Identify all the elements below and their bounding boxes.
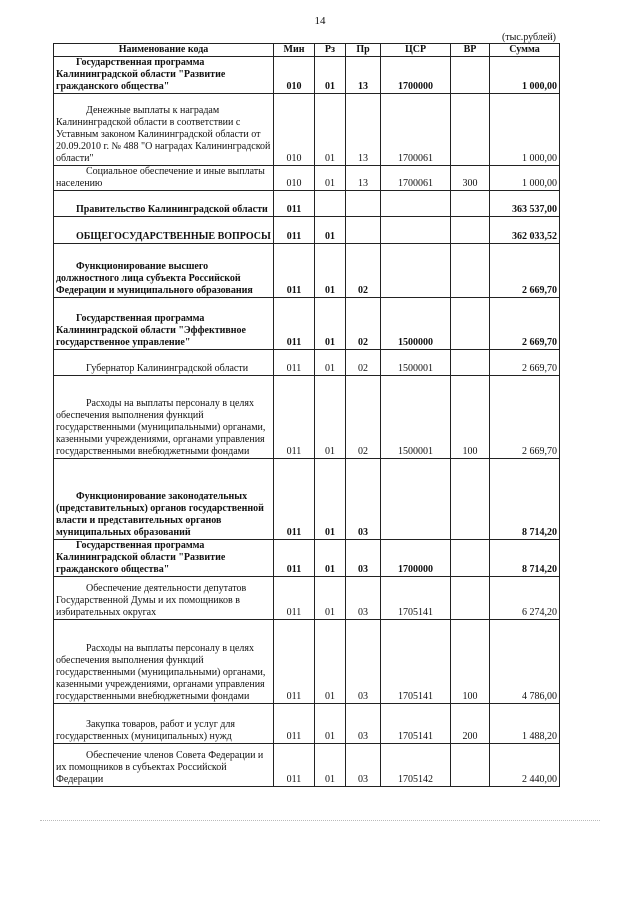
row-vr-cell	[451, 350, 490, 376]
row-pr-cell: 13	[346, 94, 381, 166]
row-csr-cell: 1500000	[381, 298, 451, 350]
page-number: 14	[314, 15, 326, 27]
row-min-cell: 011	[274, 244, 315, 298]
row-min-cell: 010	[274, 57, 315, 94]
table-row	[54, 166, 560, 191]
row-min-cell: 011	[274, 350, 315, 376]
col-header-vr: ВР	[451, 44, 490, 57]
col-header-csr: ЦСР	[381, 44, 451, 57]
row-name-text: Функционирование законодательных (представительных) органов государственной власти и представительных органов муниципальных образований	[56, 491, 264, 538]
row-pr-cell: 03	[346, 744, 381, 787]
row-name-cell	[54, 459, 274, 540]
row-name-cell	[54, 94, 274, 166]
row-pr-cell: 03	[346, 577, 381, 620]
table-row	[54, 244, 560, 298]
row-min-cell: 011	[274, 376, 315, 459]
row-pr-cell: 13	[346, 57, 381, 94]
row-rz-cell: 01	[315, 57, 346, 94]
table-row	[54, 620, 560, 704]
row-csr-cell: 1500001	[381, 376, 451, 459]
row-vr-cell	[451, 540, 490, 577]
row-pr-cell: 03	[346, 620, 381, 704]
row-rz-cell: 01	[315, 298, 346, 350]
row-sum-cell: 8 714,20	[490, 459, 560, 540]
row-csr-cell	[381, 217, 451, 244]
table-row	[54, 744, 560, 787]
row-sum-cell: 2 669,70	[490, 298, 560, 350]
row-min-cell: 011	[274, 577, 315, 620]
table-row	[54, 217, 560, 244]
row-name-cell	[54, 217, 274, 244]
row-pr-cell: 02	[346, 298, 381, 350]
table-row	[54, 298, 560, 350]
row-csr-cell: 1700000	[381, 57, 451, 94]
row-csr-cell	[381, 191, 451, 217]
row-name-cell	[54, 620, 274, 704]
row-sum-cell: 1 488,20	[490, 704, 560, 744]
row-csr-cell: 1700061	[381, 94, 451, 166]
row-sum-cell: 2 669,70	[490, 244, 560, 298]
row-name-text: Расходы на выплаты персоналу в целях обеспечения выполнения функций государственными (муниципальными) органами, казенными учреждениями, органами управления государственными внебюджетными фондами	[56, 398, 266, 457]
table-row	[54, 350, 560, 376]
row-rz-cell: 01	[315, 94, 346, 166]
row-name-text: Государственная программа Калининградской области "Эффективное государственное управление"	[56, 313, 246, 348]
table-header-row	[54, 44, 560, 57]
row-sum-cell: 1 000,00	[490, 57, 560, 94]
row-csr-cell: 1705141	[381, 620, 451, 704]
row-name-text: Обеспечение деятельности депутатов Государственной Думы и их помощников в избирательных округах	[56, 583, 247, 618]
row-name-text: Закупка товаров, работ и услуг для государственных (муниципальных) нужд	[56, 719, 235, 742]
row-min-cell: 011	[274, 298, 315, 350]
row-csr-cell: 1500001	[381, 350, 451, 376]
table-row	[54, 577, 560, 620]
col-header-min: Мин	[274, 44, 315, 57]
row-sum-cell: 6 274,20	[490, 577, 560, 620]
row-vr-cell	[451, 459, 490, 540]
row-vr-cell: 100	[451, 376, 490, 459]
row-vr-cell	[451, 577, 490, 620]
row-rz-cell: 01	[315, 244, 346, 298]
row-vr-cell	[451, 94, 490, 166]
row-name-cell	[54, 540, 274, 577]
row-name-text: Денежные выплаты к наградам Калининградской области в соответствии с Уставным законом Калининградской области от 20.09.2010 г. № 488 "О наградах Калининградской области"	[56, 105, 271, 164]
row-name-cell	[54, 704, 274, 744]
row-sum-cell: 4 786,00	[490, 620, 560, 704]
row-sum-cell: 1 000,00	[490, 166, 560, 191]
row-rz-cell: 01	[315, 744, 346, 787]
row-name-text: Расходы на выплаты персоналу в целях обеспечения выполнения функций государственными (муниципальными) органами, казенными учреждениями, органами управления государственными внебюджетными фондами	[56, 643, 266, 702]
row-sum-cell: 362 033,52	[490, 217, 560, 244]
row-rz-cell: 01	[315, 350, 346, 376]
row-rz-cell: 01	[315, 376, 346, 459]
units-label: (тыс.рублей)	[501, 32, 556, 43]
table-body	[54, 57, 560, 787]
row-csr-cell: 1705142	[381, 744, 451, 787]
row-min-cell: 011	[274, 217, 315, 244]
row-name-text: Функционирование высшего должностного лица субъекта Российской Федерации и муниципального образования	[56, 261, 253, 296]
table-row	[54, 57, 560, 94]
row-sum-cell: 1 000,00	[490, 94, 560, 166]
col-header-rz: Рз	[315, 44, 346, 57]
row-min-cell: 011	[274, 540, 315, 577]
row-name-cell	[54, 350, 274, 376]
row-min-cell: 010	[274, 94, 315, 166]
row-name-text: Государственная программа Калининградской области "Развитие гражданского общества"	[56, 57, 226, 92]
row-min-cell: 011	[274, 191, 315, 217]
row-pr-cell: 02	[346, 376, 381, 459]
row-vr-cell: 300	[451, 166, 490, 191]
budget-table	[53, 43, 560, 787]
col-header-name: Наименование кода	[54, 44, 274, 57]
row-sum-cell: 2 669,70	[490, 376, 560, 459]
row-sum-cell: 2 440,00	[490, 744, 560, 787]
row-name-cell	[54, 376, 274, 459]
row-sum-cell: 2 669,70	[490, 350, 560, 376]
row-vr-cell	[451, 191, 490, 217]
row-pr-cell: 03	[346, 704, 381, 744]
table-row	[54, 540, 560, 577]
row-name-cell	[54, 166, 274, 191]
col-header-sum: Сумма	[490, 44, 560, 57]
row-min-cell: 011	[274, 744, 315, 787]
table-row	[54, 704, 560, 744]
row-name-cell	[54, 244, 274, 298]
row-name-text: Правительство Калининградской области	[76, 204, 268, 215]
row-pr-cell: 02	[346, 244, 381, 298]
row-name-text: Государственная программа Калининградской области "Развитие гражданского общества"	[56, 540, 226, 575]
scan-artifact-line	[40, 820, 600, 821]
row-name-cell	[54, 744, 274, 787]
row-csr-cell	[381, 244, 451, 298]
row-pr-cell: 13	[346, 166, 381, 191]
row-vr-cell	[451, 57, 490, 94]
row-name-cell	[54, 57, 274, 94]
row-rz-cell: 01	[315, 704, 346, 744]
row-vr-cell	[451, 744, 490, 787]
row-name-text: ОБЩЕГОСУДАРСТВЕННЫЕ ВОПРОСЫ	[76, 231, 271, 242]
row-csr-cell: 1700061	[381, 166, 451, 191]
row-csr-cell: 1705141	[381, 577, 451, 620]
row-name-cell	[54, 577, 274, 620]
row-csr-cell	[381, 459, 451, 540]
row-pr-cell: 02	[346, 350, 381, 376]
row-min-cell: 011	[274, 704, 315, 744]
row-vr-cell	[451, 298, 490, 350]
row-pr-cell: 03	[346, 459, 381, 540]
row-vr-cell: 100	[451, 620, 490, 704]
row-csr-cell: 1705141	[381, 704, 451, 744]
row-pr-cell	[346, 191, 381, 217]
table-row	[54, 376, 560, 459]
row-sum-cell: 8 714,20	[490, 540, 560, 577]
row-name-cell	[54, 191, 274, 217]
row-min-cell: 011	[274, 620, 315, 704]
row-rz-cell: 01	[315, 577, 346, 620]
row-pr-cell: 03	[346, 540, 381, 577]
row-rz-cell: 01	[315, 540, 346, 577]
table-row	[54, 94, 560, 166]
row-name-text: Социальное обеспечение и иные выплаты населению	[56, 166, 265, 189]
row-vr-cell: 200	[451, 704, 490, 744]
row-rz-cell: 01	[315, 217, 346, 244]
row-vr-cell	[451, 217, 490, 244]
row-rz-cell: 01	[315, 620, 346, 704]
row-rz-cell: 01	[315, 166, 346, 191]
row-sum-cell: 363 537,00	[490, 191, 560, 217]
row-name-text: Обеспечение членов Совета Федерации и их помощников в субъектах Российской Федерации	[56, 750, 264, 785]
row-rz-cell: 01	[315, 459, 346, 540]
table-row	[54, 191, 560, 217]
row-name-cell	[54, 298, 274, 350]
row-vr-cell	[451, 244, 490, 298]
table-row	[54, 459, 560, 540]
row-min-cell: 010	[274, 166, 315, 191]
row-min-cell: 011	[274, 459, 315, 540]
row-pr-cell	[346, 217, 381, 244]
row-csr-cell: 1700000	[381, 540, 451, 577]
col-header-pr: Пр	[346, 44, 381, 57]
row-rz-cell	[315, 191, 346, 217]
row-name-text: Губернатор Калининградской области	[86, 363, 249, 374]
